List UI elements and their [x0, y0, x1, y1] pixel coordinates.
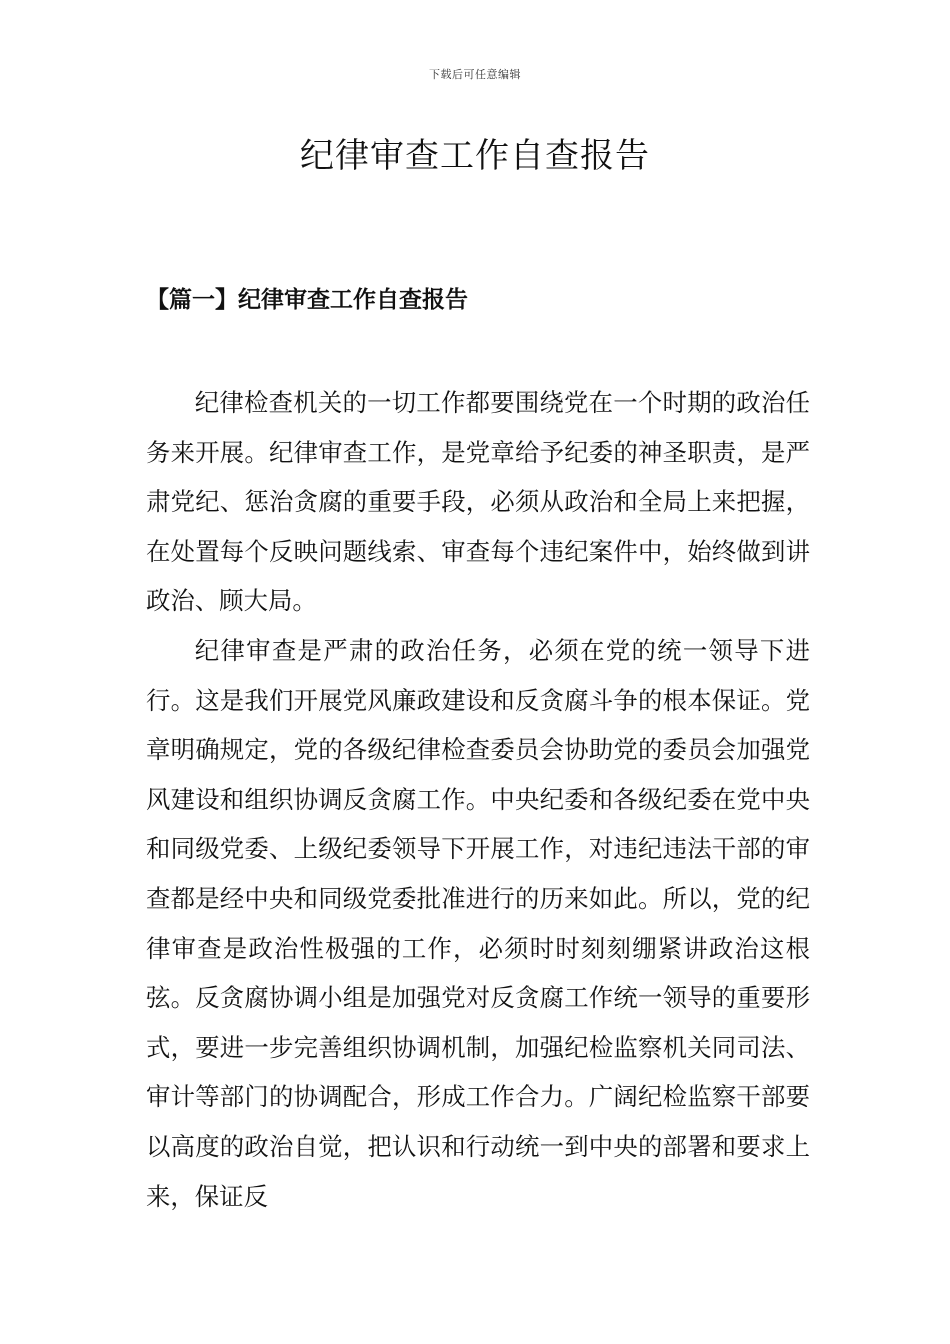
section-heading: 【篇一】纪律审查工作自查报告: [146, 286, 468, 313]
header-note: 下载后可任意编辑: [429, 68, 521, 81]
body-paragraph: 纪律审查是严肃的政治任务，必须在党的统一领导下进行。这是我们开展党风廉政建设和反贪腐斗争的根本保证。党章明确规定，党的各级纪律检查委员会协助党的委员会加强党风建设和组织协调反贪腐工作。中央纪委和各级纪委在党中央和同级党委、上级纪委领导下开展工作，对违纪违法干部的审查都是经中央和同级党委批准进行的历来如此。所以，党的纪律审查是政治性极强的工作，必须时时刻刻绷紧讲政治这根弦。反贪腐协调小组是加强党对反贪腐工作统一领导的重要形式，要进一步完善组织协调机制，加强纪检监察机关同司法、审计等部门的协调配合，形成工作合力。广阔纪检监察干部要以高度的政治自觉，把认识和行动统一到中央的部署和要求上来，保证反: [146, 635, 810, 1211]
document-title: 纪律审查工作自查报告: [300, 136, 650, 176]
document-body: [146, 378, 810, 1221]
body-paragraph: 纪律检查机关的一切工作都要围绕党在一个时期的政治任务来开展。纪律审查工作，是党章给予纪委的神圣职责，是严肃党纪、惩治贪腐的重要手段，必须从政治和全局上来把握，在处置每个反映问题线索、审查每个违纪案件中，始终做到讲政治、顾大局。: [146, 388, 810, 616]
